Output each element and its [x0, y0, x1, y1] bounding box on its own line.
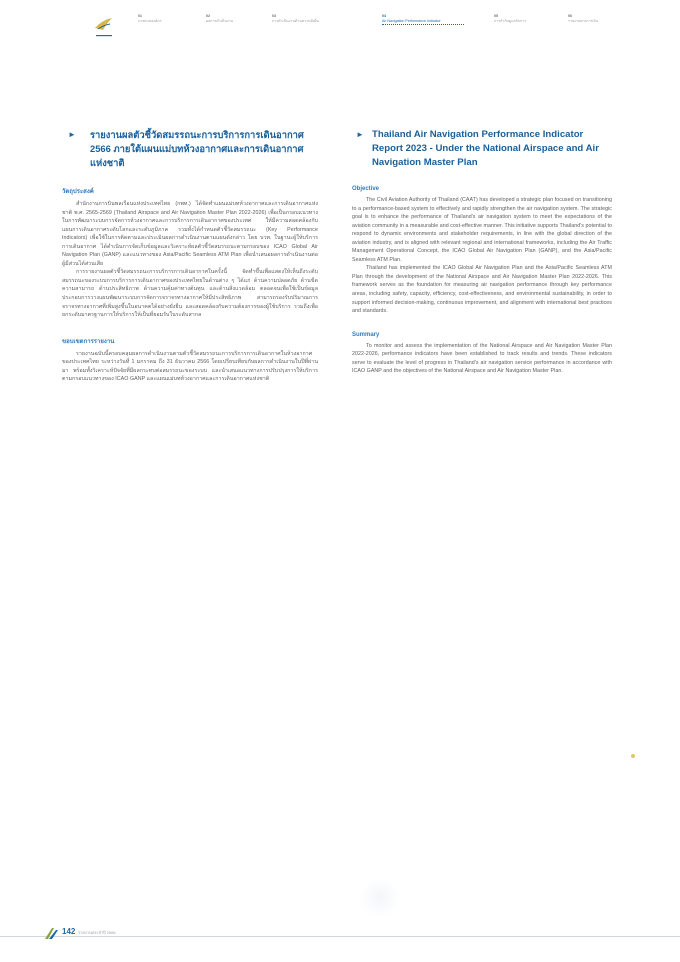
- nav-label: Air Navigation Performance Indicator: [382, 18, 441, 23]
- section-title: รายงานผลตัวชี้วัดสมรรถนะการบริการการเดินอากาศ 2566 ภายใต้แผนแม่บทห้วงอากาศและการเดินอากาศแห่งชาติ: [90, 129, 304, 168]
- nav-number: 02: [206, 14, 210, 18]
- nav-item-sustainability[interactable]: [272, 14, 368, 23]
- arrow-bullet-icon: ►: [356, 130, 364, 139]
- objective-paragraph: Thailand has implemented the ICAO Global Air Navigation Plan and the Asia/Pacific Seamless ATM Plan through the development of the National Airspace and Air Navigation Master Plan 2022-2026. This framework serves as the foundation for measuring air navigation performance through key performance areas, including safety, capacity, efficiency, cost-effectiveness, and environmental sustainability, in order to support informed decision-making, continuous improvement, and alignment with international best practices and standards.: [352, 265, 612, 315]
- nav-item-governance[interactable]: [494, 14, 556, 23]
- publication-title: รายงานประจำปี 2566: [78, 930, 116, 935]
- nav-number: 03: [272, 14, 276, 18]
- nav-label: รายงานทางการเงิน: [568, 18, 598, 23]
- section-heading: [352, 128, 612, 170]
- active-underline: [382, 24, 464, 25]
- chapter-nav: [86, 14, 660, 44]
- footer-divider: [0, 936, 680, 937]
- section-heading: [58, 128, 318, 170]
- objective-paragraph: สำนักงานการบินพลเรือนแห่งประเทศไทย (กพท.) ได้จัดทำแผนแม่บทห้วงอากาศและการเดินอากาศแห่งชาติ พ.ศ. 2565-2569 (Thailand Airspace and Air Navigation Master Plan 2022-2026) เพื่อเป็นกรอบแนวทางในการพัฒนาระบบการจัดการห้วงอากาศและการบริการการเดินอากาศของประเทศ ให้มีความสอดคล้องกับแผนการเดินอากาศระดับโลกและระดับภูมิภาค รวมทั้งได้กำหนดตัวชี้วัดสมรรถนะ (Key Performance Indicators) เพื่อใช้ในการติดตามและประเมินผลการดำเนินงานตามแผนดังกล่าว โดย บวท. ในฐานะผู้ให้บริการการเดินอากาศ ได้ดำเนินการจัดเก็บข้อมูลและวิเคราะห์ผลตัวชี้วัดสมรรถนะตามกรอบของ ICAO Global Air Navigation Plan (GANP) และแนวทางของ Asia/Pacific Seamless ATM Plan เพื่อนำเสนอผลการดำเนินงานต่อผู้มีส่วนได้ส่วนเสีย: [62, 201, 318, 267]
- scope-paragraph: รายงานฉบับนี้ครอบคลุมผลการดำเนินงานตามตัวชี้วัดสมรรถนะการบริการการเดินอากาศในห้วงอากาศของประเทศไทย ระหว่างวันที่ 1 มกราคม ถึง 31 ธันวาคม 2566 โดยเปรียบเทียบกับผลการดำเนินงานในปีที่ผ่านมา พร้อมทั้งวิเคราะห์ปัจจัยที่มีผลกระทบต่อสมรรถนะของระบบ และนำเสนอแนวทางการปรับปรุงการให้บริการ ตามกรอบแนวทางของ ICAO GANP และแผนแม่บทห้วงอากาศและการเดินอากาศแห่งชาติ: [62, 350, 318, 383]
- thai-column: [58, 128, 318, 384]
- page-number: 142: [62, 927, 76, 936]
- nav-label: ภาพรวมองค์กร: [138, 18, 162, 23]
- objective-heading: Objective: [352, 186, 380, 192]
- nav-item-overview[interactable]: [138, 14, 202, 23]
- summary-heading: Summary: [352, 331, 380, 338]
- nav-label: การกำกับดูแลกิจการ: [494, 18, 527, 23]
- footer-wing-icon: [44, 926, 62, 940]
- objective-paragraph: การรายงานผลตัวชี้วัดสมรรถนะการบริการการเดินอากาศในครั้งนี้ จัดทำขึ้นเพื่อแสดงให้เห็นถึงระดับสมรรถนะของระบบการบริการการเดินอากาศของประเทศไทยในด้านต่าง ๆ ได้แก่ ด้านความปลอดภัย ด้านขีดความสามารถ ด้านประสิทธิภาพ ด้านความคุ้มค่าทางต้นทุน และด้านสิ่งแวดล้อม ตลอดจนเพื่อใช้เป็นข้อมูลประกอบการวางแผนพัฒนาระบบการจัดการจราจรทางอากาศให้มีประสิทธิภาพ สามารถรองรับปริมาณการจราจรทางอากาศที่เพิ่มสูงขึ้นในอนาคตได้อย่างยั่งยืน และสอดคล้องกับความต้องการของผู้ใช้บริการ รวมถึงเพื่อยกระดับมาตรฐานการให้บริการให้เป็นที่ยอมรับในระดับสากล: [62, 269, 318, 319]
- arrow-bullet-icon: ►: [68, 130, 76, 139]
- nav-label: ผลการดำเนินงาน: [206, 18, 234, 23]
- nav-item-performance[interactable]: [206, 14, 266, 23]
- decorative-dot: [631, 754, 635, 758]
- summary-paragraph: To monitor and assess the implementation of the National Airspace and Air Navigation Master Plan 2022-2026, performance indicators have been established to track results and trends. These indicators serve to evaluate the level of progress in Thailand's air navigation service performance in accordance with ICAO GANP and the objectives of the National Airspace and Air Navigation Master Plan.: [352, 342, 612, 375]
- scope-heading: ขอบเขตการรายงาน: [62, 338, 115, 345]
- nav-number: 01: [138, 14, 142, 18]
- objective-heading: วัตถุประสงค์: [62, 189, 94, 195]
- objective-paragraph: The Civil Aviation Authority of Thailand (CAAT) has developed a strategic plan focused on transitioning to a performance-based system to effectively and rapidly strengthen the air navigation system. The strategic goal is to enhance the performance of Thailand's air navigation system to meet the expectations of the aviation community in a measurable and cost-effective manner. This initiative supports Thailand's potential to respond to dynamic environments and stakeholder requirements, in line with the global direction of the aviation industry, and is aligned with relevant regional and international frameworks, including the Air Traffic Management Operational Concept, the ICAO Global Air Navigation Plan (GANP), and the Asia/Pacific Seamless ATM Plan.: [352, 197, 613, 263]
- nav-item-air-navigation[interactable]: [382, 14, 472, 25]
- section-title: Thailand Air Navigation Performance Indicator Report 2023 - Under the National Airspace and Air Navigation Master Plan: [372, 129, 599, 168]
- nav-item-financial[interactable]: [568, 14, 628, 23]
- nav-number: 05: [494, 14, 498, 18]
- nav-number: 04: [382, 14, 386, 18]
- nav-number: 06: [568, 14, 572, 18]
- nav-label: การดำเนินงานด้านความยั่งยืน: [272, 18, 319, 23]
- watermark-graphic: [360, 878, 400, 918]
- english-column: [352, 128, 612, 376]
